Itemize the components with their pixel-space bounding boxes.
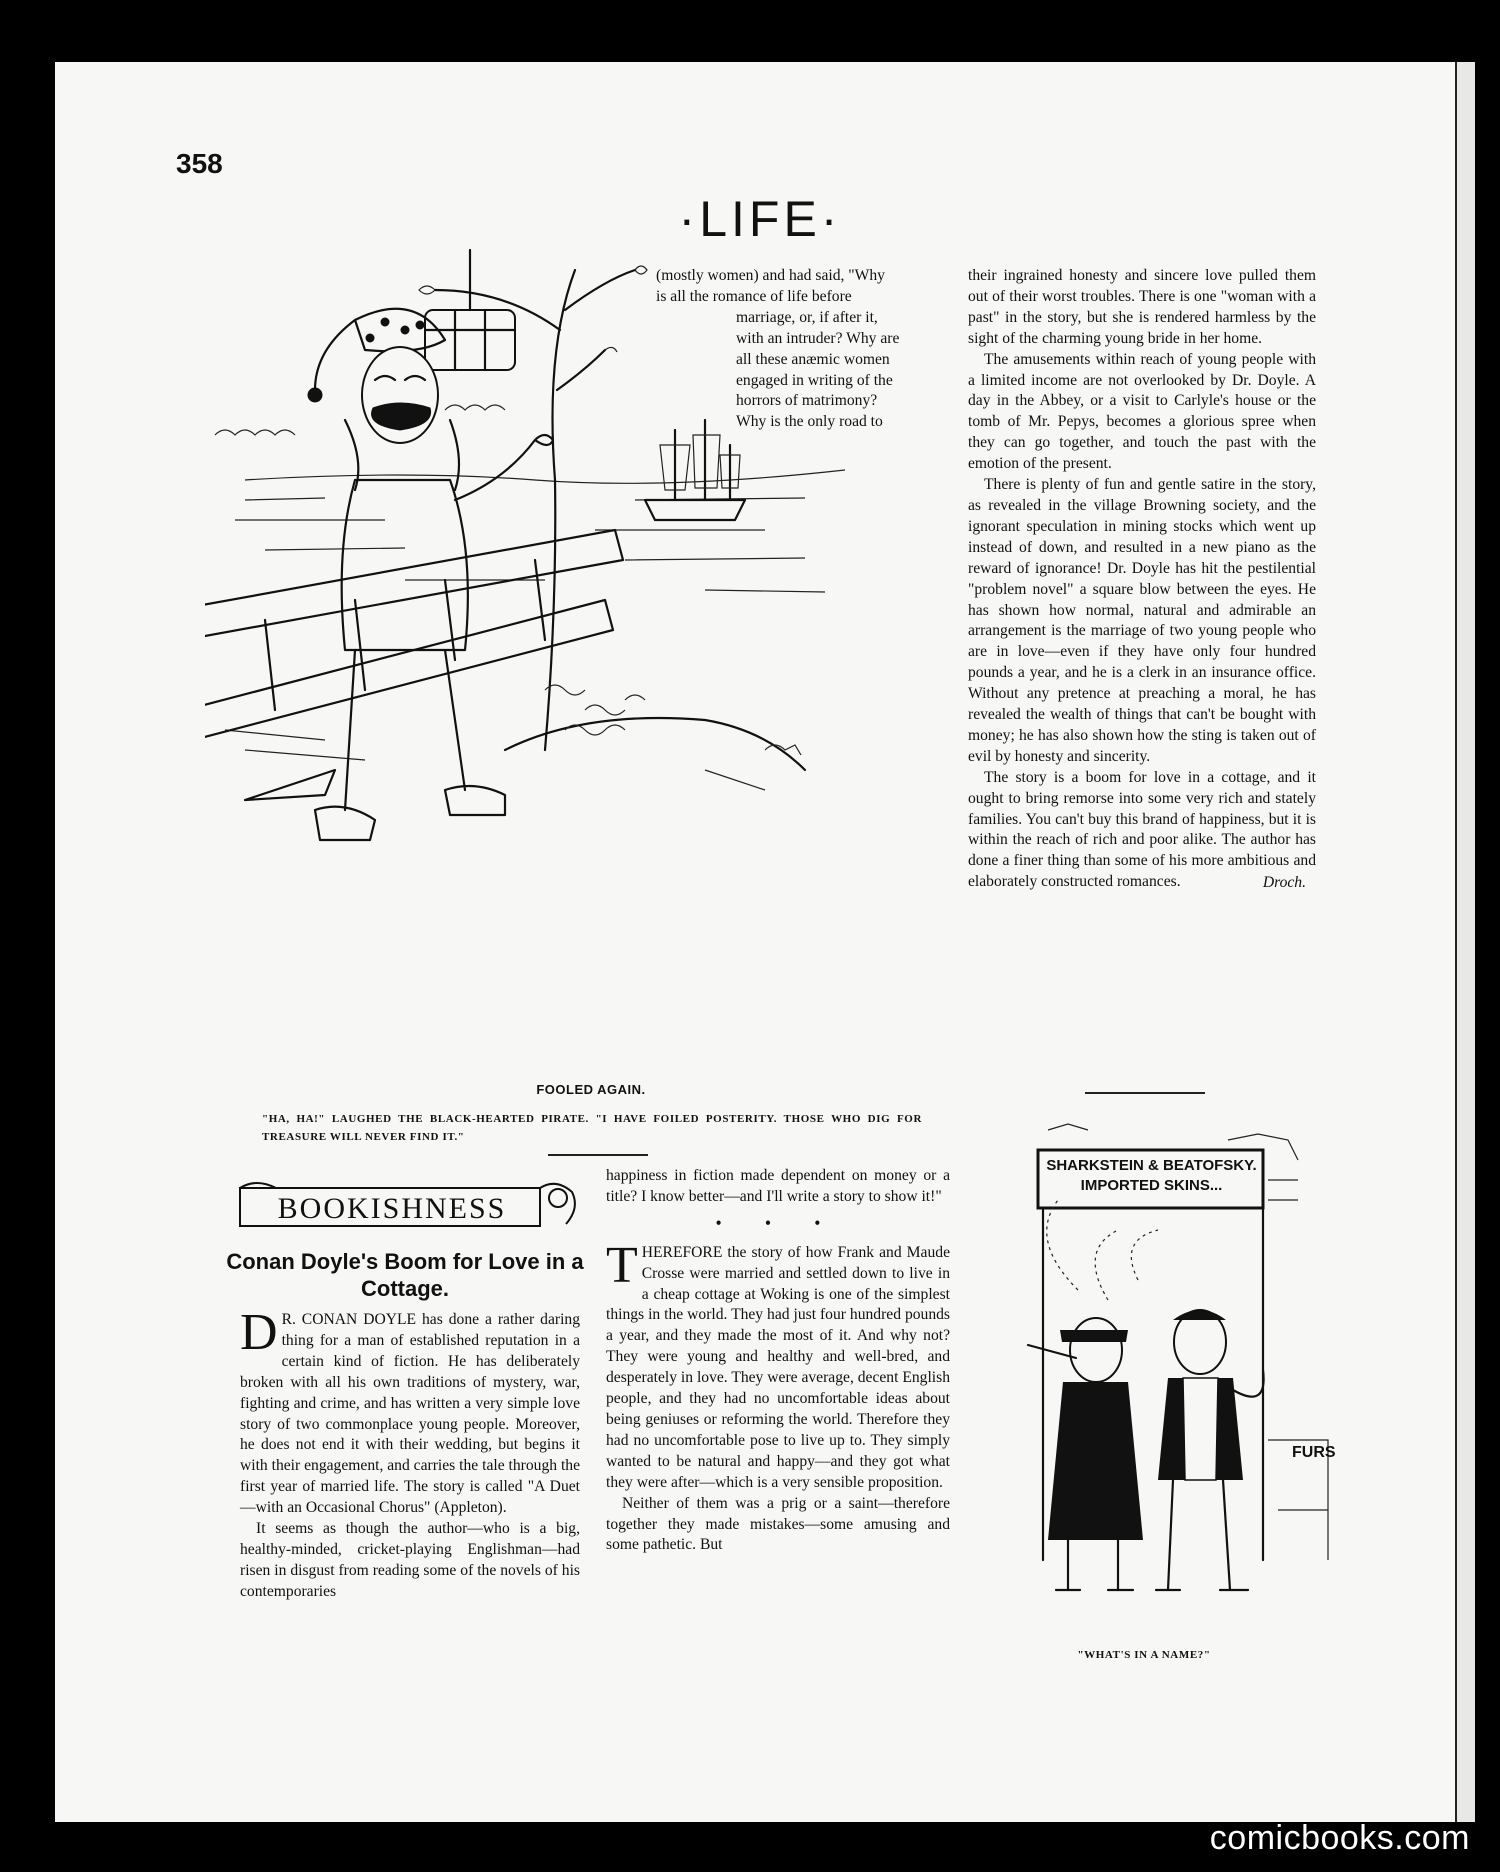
column-top-middle <box>656 266 946 433</box>
ornament: • • • <box>715 1214 841 1232</box>
shop-sign-line2: IMPORTED SKINS... <box>1080 1177 1223 1194</box>
page-number: 358 <box>176 148 223 179</box>
column-bottom-left <box>240 1304 580 1603</box>
column-bottom-middle <box>606 1166 950 1556</box>
pirate-caption-title: FOOLED AGAIN. <box>536 1082 646 1097</box>
dropcap: T <box>606 1236 638 1294</box>
paragraph: their ingrained honesty and sincere love pulled them out of their worst troubles. There is one "woman with a past" in the story, but she is rendered harmless by the sight of the charming young bride in her home. <box>968 267 1316 347</box>
merchant-figure-right <box>1156 1310 1264 1590</box>
dropcap: D <box>240 1304 278 1361</box>
paragraph: Neither of them was a prig or a saint—therefore together they made mistakes—some amusing and some pathetic. But <box>606 1494 950 1554</box>
line-4: all these anæmic women <box>736 350 890 368</box>
watermark: comicbooks.com <box>1209 1819 1470 1857</box>
paragraph: It seems as though the author—who is a big, healthy-minded, cricket-playing Englishman—had risen in disgust from reading some of the novels of his contemporaries <box>240 1520 580 1600</box>
facing-page-edge <box>1455 62 1475 1822</box>
caption-divider <box>548 1154 648 1156</box>
line-1: is all the romance of life before <box>656 287 852 305</box>
shop-sign-line1: SHARKSTEIN & BEATOFSKY. <box>1046 1157 1257 1174</box>
merchant-figure-left <box>1028 1318 1143 1590</box>
paragraph: The story is a boom for love in a cottage, and it ought to bring remorse into some very rich and stately families. You can't buy this brand of happiness, but it is within the reach of rich and poor alike. The author has done a finer thing than some of his more ambitious and elaborately constructed romances. <box>968 768 1316 891</box>
line-3: with an intruder? Why are <box>736 329 900 347</box>
masthead: ·LIFE· <box>678 191 842 247</box>
line-2: marriage, or, if after it, <box>736 308 878 326</box>
shop-sign <box>1042 1156 1261 1196</box>
shop-caption: "WHAT'S IN A NAME?" <box>1077 1649 1211 1661</box>
line-7: Why is the only road to <box>736 413 883 431</box>
paragraph: The amusements within reach of young people with a limited income are not overlooked by Dr. Doyle. A day in the Abbey, or a visit to Carlyle's house or the tomb of Mr. Pepys, becomes a glorious spree when they can go together, and touch the past with the emotion of the present. <box>968 350 1316 473</box>
bookishness-banner <box>236 1178 580 1236</box>
line-6: horrors of matrimony? <box>736 392 878 410</box>
signature: Droch. <box>1262 874 1306 892</box>
paragraph: There is plenty of fun and gentle satire in the story, as revealed in the village Browning society, and the ignorant speculation in mining stocks which went up instead of down, and resulted in a new piano as the reward of ignorance! Dr. Doyle has hit the pestilential "problem novel" a square blow between the eyes. He has shown how normal, natural and admirable an arrangement is the marriage of two young people who are in love—even if they have only four hundred pounds a year, and he is a clerk in an insurance office. Without any pretence at preaching a moral, he has revealed the wealth of things that can't be bought with money; he has also shown how the sting is taken out of evil by honesty and sincerity. <box>968 476 1316 765</box>
pirate-caption-text: "HA, HA!" LAUGHED THE BLACK-HEARTED PIRATE. "I HAVE FOILED POSTERITY. THOSE WHO DIG FOR TREASURE WILL NEVER FIND IT." <box>262 1113 922 1143</box>
banner-text: BOOKISHNESS <box>277 1192 507 1225</box>
right-column-divider <box>1085 1092 1205 1094</box>
line-5: engaged in writing of the <box>736 371 893 389</box>
column-right <box>968 266 1316 894</box>
window-label: FURS <box>1292 1444 1336 1461</box>
article-title: Conan Doyle's Boom for Love in a Cottage. <box>226 1249 584 1301</box>
paragraph: R. CONAN DOYLE has done a rather daring thing for a man of established reputation in a certain kind of fiction. He has deliberately broken with all his own traditions of mystery, war, fighting and crime, and has written a very simple love story of two commonplace young people. Moreover, he does not end it with their wedding, but begins it with their engagement, and carries the tale through the first year of married life. The story is called "A Duet—with an Occasional Chorus" (Appleton). <box>240 1311 580 1517</box>
paragraph: HEREFORE the story of how Frank and Maude Crosse were married and settled down to live in a cheap cottage at Woking is one of the simplest things in the world. They had just four hundred pounds a year, and they made the most of it. And why not? They were young and healthy and well-bred, and desperately in love. They were average, decent English people, and they had no uncomfortable ideas about being geniuses or reforming the world. Therefore they had no uncomfortable pose to live up to. They simply wanted to be natural and happy—and they got what they were after—which is a very sensible proposition. <box>606 1243 950 1491</box>
lead-paragraph: happiness in fiction made dependent on money or a title? I know better—and I'll write a story to show it!" <box>606 1167 950 1205</box>
ship-drawing <box>645 420 745 520</box>
treasure-chest <box>425 250 515 370</box>
line-0: (mostly women) and had said, "Why <box>656 267 885 284</box>
